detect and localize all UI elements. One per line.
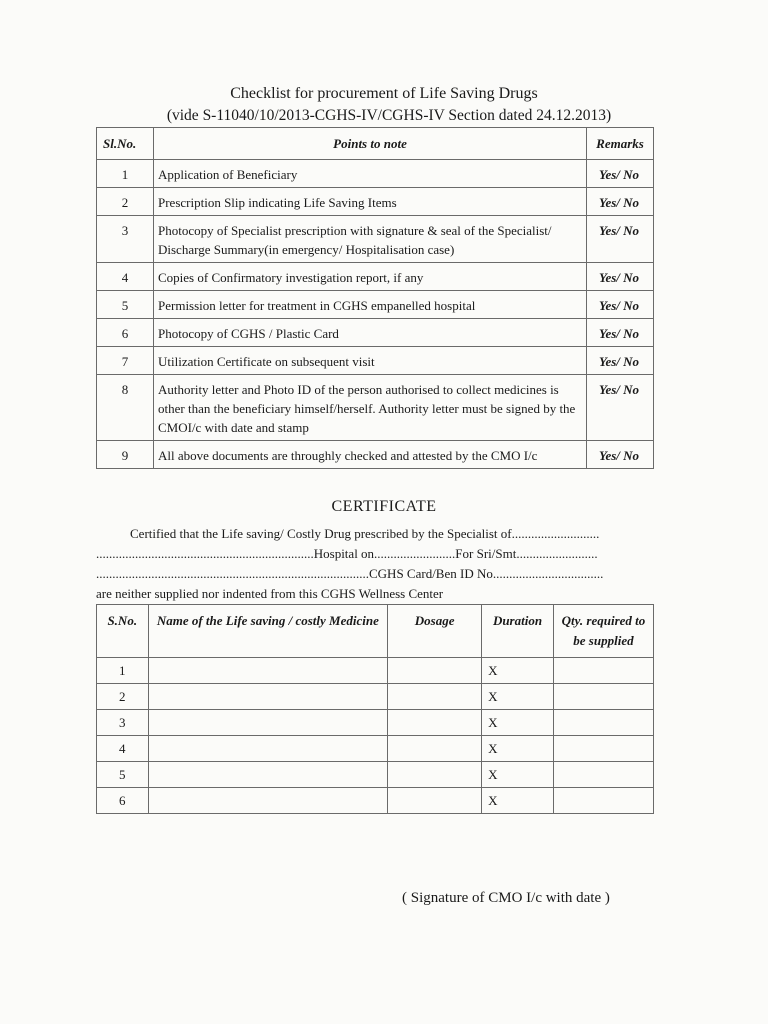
row-slno: 9 bbox=[97, 441, 154, 469]
row-medicine-name bbox=[148, 788, 388, 814]
row-medicine-name bbox=[148, 736, 388, 762]
row-point: Prescription Slip indicating Life Saving Items bbox=[154, 188, 587, 216]
row-slno: 3 bbox=[97, 216, 154, 263]
row-slno: 5 bbox=[97, 291, 154, 319]
row-remark: Yes/ No bbox=[587, 441, 654, 469]
row-remark: Yes/ No bbox=[587, 291, 654, 319]
row-dosage bbox=[388, 710, 482, 736]
signature-line: ( Signature of CMO I/c with date ) bbox=[402, 890, 610, 906]
row-duration: X bbox=[482, 710, 554, 736]
table-row bbox=[97, 188, 654, 216]
row-slno: 7 bbox=[97, 347, 154, 375]
table-row bbox=[97, 347, 654, 375]
row-point: Photocopy of Specialist prescription with signature & seal of the Specialist/ Discharge Summary(in emergency/ Hospitalisation case) bbox=[154, 216, 587, 263]
row-slno: 6 bbox=[97, 319, 154, 347]
row-quantity bbox=[553, 762, 653, 788]
row-quantity bbox=[553, 684, 653, 710]
row-remark: Yes/ No bbox=[587, 188, 654, 216]
row-sno: 2 bbox=[97, 684, 149, 710]
row-point: All above documents are throughly checked and attested by the CMO I/c bbox=[154, 441, 587, 469]
column-header-points: Points to note bbox=[154, 128, 587, 160]
row-point: Permission letter for treatment in CGHS empanelled hospital bbox=[154, 291, 587, 319]
certificate-line-hospital: ...................................................................Hospital on.........................For Sri/Smt......................... bbox=[96, 546, 598, 561]
checklist-header-row bbox=[97, 128, 654, 160]
medicines-header-row bbox=[97, 605, 654, 658]
row-dosage bbox=[388, 762, 482, 788]
row-remark: Yes/ No bbox=[587, 319, 654, 347]
row-duration: X bbox=[482, 684, 554, 710]
row-point: Photocopy of CGHS / Plastic Card bbox=[154, 319, 587, 347]
column-header-medicine-name: Name of the Life saving / costly Medicine bbox=[148, 605, 388, 658]
row-remark: Yes/ No bbox=[587, 216, 654, 263]
row-medicine-name bbox=[148, 684, 388, 710]
certificate-line-statement: are neither supplied nor indented from this CGHS Wellness Center bbox=[96, 586, 444, 601]
column-header-quantity: Qty. required to be supplied bbox=[553, 605, 653, 658]
row-duration: X bbox=[482, 658, 554, 684]
document-subtitle: (vide S-11040/10/2013-CGHS-IV/CGHS-IV Section dated 24.12.2013) bbox=[166, 107, 612, 124]
certificate-line-card-id: ....................................................................................CGHS Card/Ben ID No.................................. bbox=[96, 566, 604, 581]
row-duration: X bbox=[482, 736, 554, 762]
row-sno: 5 bbox=[97, 762, 149, 788]
column-header-sno: S.No. bbox=[97, 605, 149, 658]
row-point: Utilization Certificate on subsequent visit bbox=[154, 347, 587, 375]
table-row bbox=[97, 160, 654, 188]
row-point: Authority letter and Photo ID of the person authorised to collect medicines is other than the beneficiary himself/herself. Authority letter must be signed by the CMOI/c with date and stamp bbox=[154, 375, 587, 441]
row-sno: 4 bbox=[97, 736, 149, 762]
row-dosage bbox=[388, 684, 482, 710]
row-dosage bbox=[388, 736, 482, 762]
table-row bbox=[97, 788, 654, 814]
row-sno: 1 bbox=[97, 658, 149, 684]
row-slno: 2 bbox=[97, 188, 154, 216]
row-slno: 4 bbox=[97, 263, 154, 291]
row-dosage bbox=[388, 788, 482, 814]
row-dosage bbox=[388, 658, 482, 684]
row-point: Application of Beneficiary bbox=[154, 160, 587, 188]
row-medicine-name bbox=[148, 710, 388, 736]
row-quantity bbox=[553, 788, 653, 814]
row-quantity bbox=[553, 658, 653, 684]
column-header-remarks: Remarks bbox=[587, 128, 654, 160]
row-duration: X bbox=[482, 762, 554, 788]
row-duration: X bbox=[482, 788, 554, 814]
certificate-title: CERTIFICATE bbox=[331, 498, 437, 515]
row-remark: Yes/ No bbox=[587, 375, 654, 441]
row-point: Copies of Confirmatory investigation report, if any bbox=[154, 263, 587, 291]
certificate-line-specialist: Certified that the Life saving/ Costly Drug prescribed by the Specialist of........................... bbox=[130, 526, 600, 541]
row-medicine-name bbox=[148, 762, 388, 788]
row-quantity bbox=[553, 710, 653, 736]
table-row bbox=[97, 319, 654, 347]
table-row bbox=[97, 684, 654, 710]
medicines-table bbox=[96, 604, 654, 814]
column-header-dosage: Dosage bbox=[388, 605, 482, 658]
row-slno: 8 bbox=[97, 375, 154, 441]
table-row bbox=[97, 291, 654, 319]
table-row bbox=[97, 762, 654, 788]
checklist-table bbox=[96, 127, 654, 469]
row-remark: Yes/ No bbox=[587, 347, 654, 375]
row-medicine-name bbox=[148, 658, 388, 684]
table-row bbox=[97, 216, 654, 263]
column-header-duration: Duration bbox=[482, 605, 554, 658]
table-row bbox=[97, 710, 654, 736]
table-row bbox=[97, 658, 654, 684]
table-row bbox=[97, 263, 654, 291]
table-row bbox=[97, 375, 654, 441]
row-quantity bbox=[553, 736, 653, 762]
table-row bbox=[97, 736, 654, 762]
row-sno: 6 bbox=[97, 788, 149, 814]
row-remark: Yes/ No bbox=[587, 160, 654, 188]
row-remark: Yes/ No bbox=[587, 263, 654, 291]
row-slno: 1 bbox=[97, 160, 154, 188]
column-header-slno: Sl.No. bbox=[97, 128, 154, 160]
row-sno: 3 bbox=[97, 710, 149, 736]
table-row bbox=[97, 441, 654, 469]
document-title: Checklist for procurement of Life Saving Drugs bbox=[230, 85, 538, 102]
